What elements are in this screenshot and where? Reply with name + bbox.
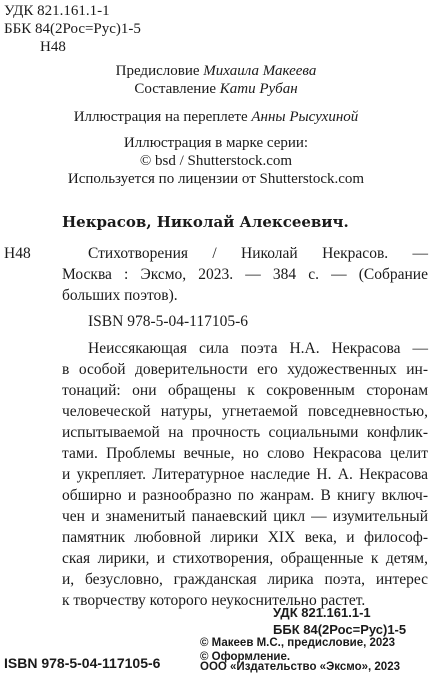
series-illustration-line2: © bsd / Shutterstock.com: [139, 153, 293, 169]
annotation-line: тами. Проблемы вечные, но слово Некрасова целит: [62, 445, 428, 462]
entry-bibliography: [62, 243, 428, 306]
annotation-line: и укрепляет. Литературное наследие Н. А. Некрасова: [62, 466, 428, 483]
cover-illustration-credit: [0, 108, 432, 126]
preface-label: Предисловие: [115, 63, 204, 79]
annotation-line: в особой доверительности его художественных ин-: [62, 361, 428, 378]
entry-side-sign: Н48: [4, 245, 31, 262]
annotation-line: памятник любовной лирики XIX века, и философ-: [62, 529, 428, 546]
bib-line: больших поэтов).: [62, 287, 178, 304]
copyright-design: © Оформление.: [200, 651, 291, 663]
compiler-credit: [0, 80, 432, 98]
annotation-line: ская лирики, и стихотворения, обращенные к детям,: [62, 550, 428, 567]
annotation-line: тонаций: они обращены к сокровенным сторонам: [62, 382, 428, 399]
copyright-publisher: ООО «Издательство «Эксмо», 2023: [200, 661, 400, 673]
preface-credit: [0, 62, 432, 80]
bib-line: Москва : Эксмо, 2023. — 384 с. — (Собрание: [62, 266, 428, 283]
annotation-line: Неиссякающая сила поэта Н.А. Некрасова —: [88, 340, 428, 357]
copyright-preface: © Макеев М.С., предисловие, 2023: [200, 637, 396, 649]
bib-line: Стихотворения / Николай Некрасов. —: [88, 245, 428, 262]
series-illustration-line3: Используется по лицензии от Shutterstock.com: [67, 171, 365, 187]
annotation-line: и, безусловно, гражданская лирика поэта, интерес: [62, 571, 428, 588]
compiler-name: Кати Рубан: [219, 81, 298, 97]
udk-code-bold: УДК 821.161.1-1: [273, 605, 371, 620]
entry-isbn: ISBN 978-5-04-117105-6: [88, 313, 249, 330]
udk-code: УДК 821.161.1-1: [4, 3, 110, 19]
bbk-code-bold: ББК 84(2Рос=Рус)1-5: [273, 622, 407, 637]
annotation-line: испытываемой на прочность социальными конфлик-: [62, 424, 428, 441]
author-sign: Н48: [40, 39, 66, 55]
entry-author: Некрасов, Николай Алексеевич.: [62, 213, 349, 231]
annotation-text: [62, 338, 428, 611]
cover-label: Иллюстрация на переплете: [73, 109, 252, 125]
footer-isbn: ISBN 978-5-04-117105-6: [4, 655, 161, 671]
annotation-line: чен и знаменитый панаевский цикл — изумительный: [62, 508, 428, 525]
annotation-line: человеческой натуры, угнетаемой повседневностью,: [62, 403, 428, 420]
annotation-line: обширно и разнообразно по жанрам. В книгу включ-: [62, 487, 428, 504]
compiler-label: Составление: [134, 81, 220, 97]
preface-name: Михаила Макеева: [203, 63, 317, 79]
cover-name: Анны Рысухиной: [251, 109, 359, 125]
bbk-code: ББК 84(2Рос=Рус)1-5: [4, 21, 141, 37]
series-illustration-line1: Иллюстрация в марке серии:: [123, 135, 309, 151]
annotation-line: к творчеству которого неукоснительно растет.: [62, 592, 366, 609]
